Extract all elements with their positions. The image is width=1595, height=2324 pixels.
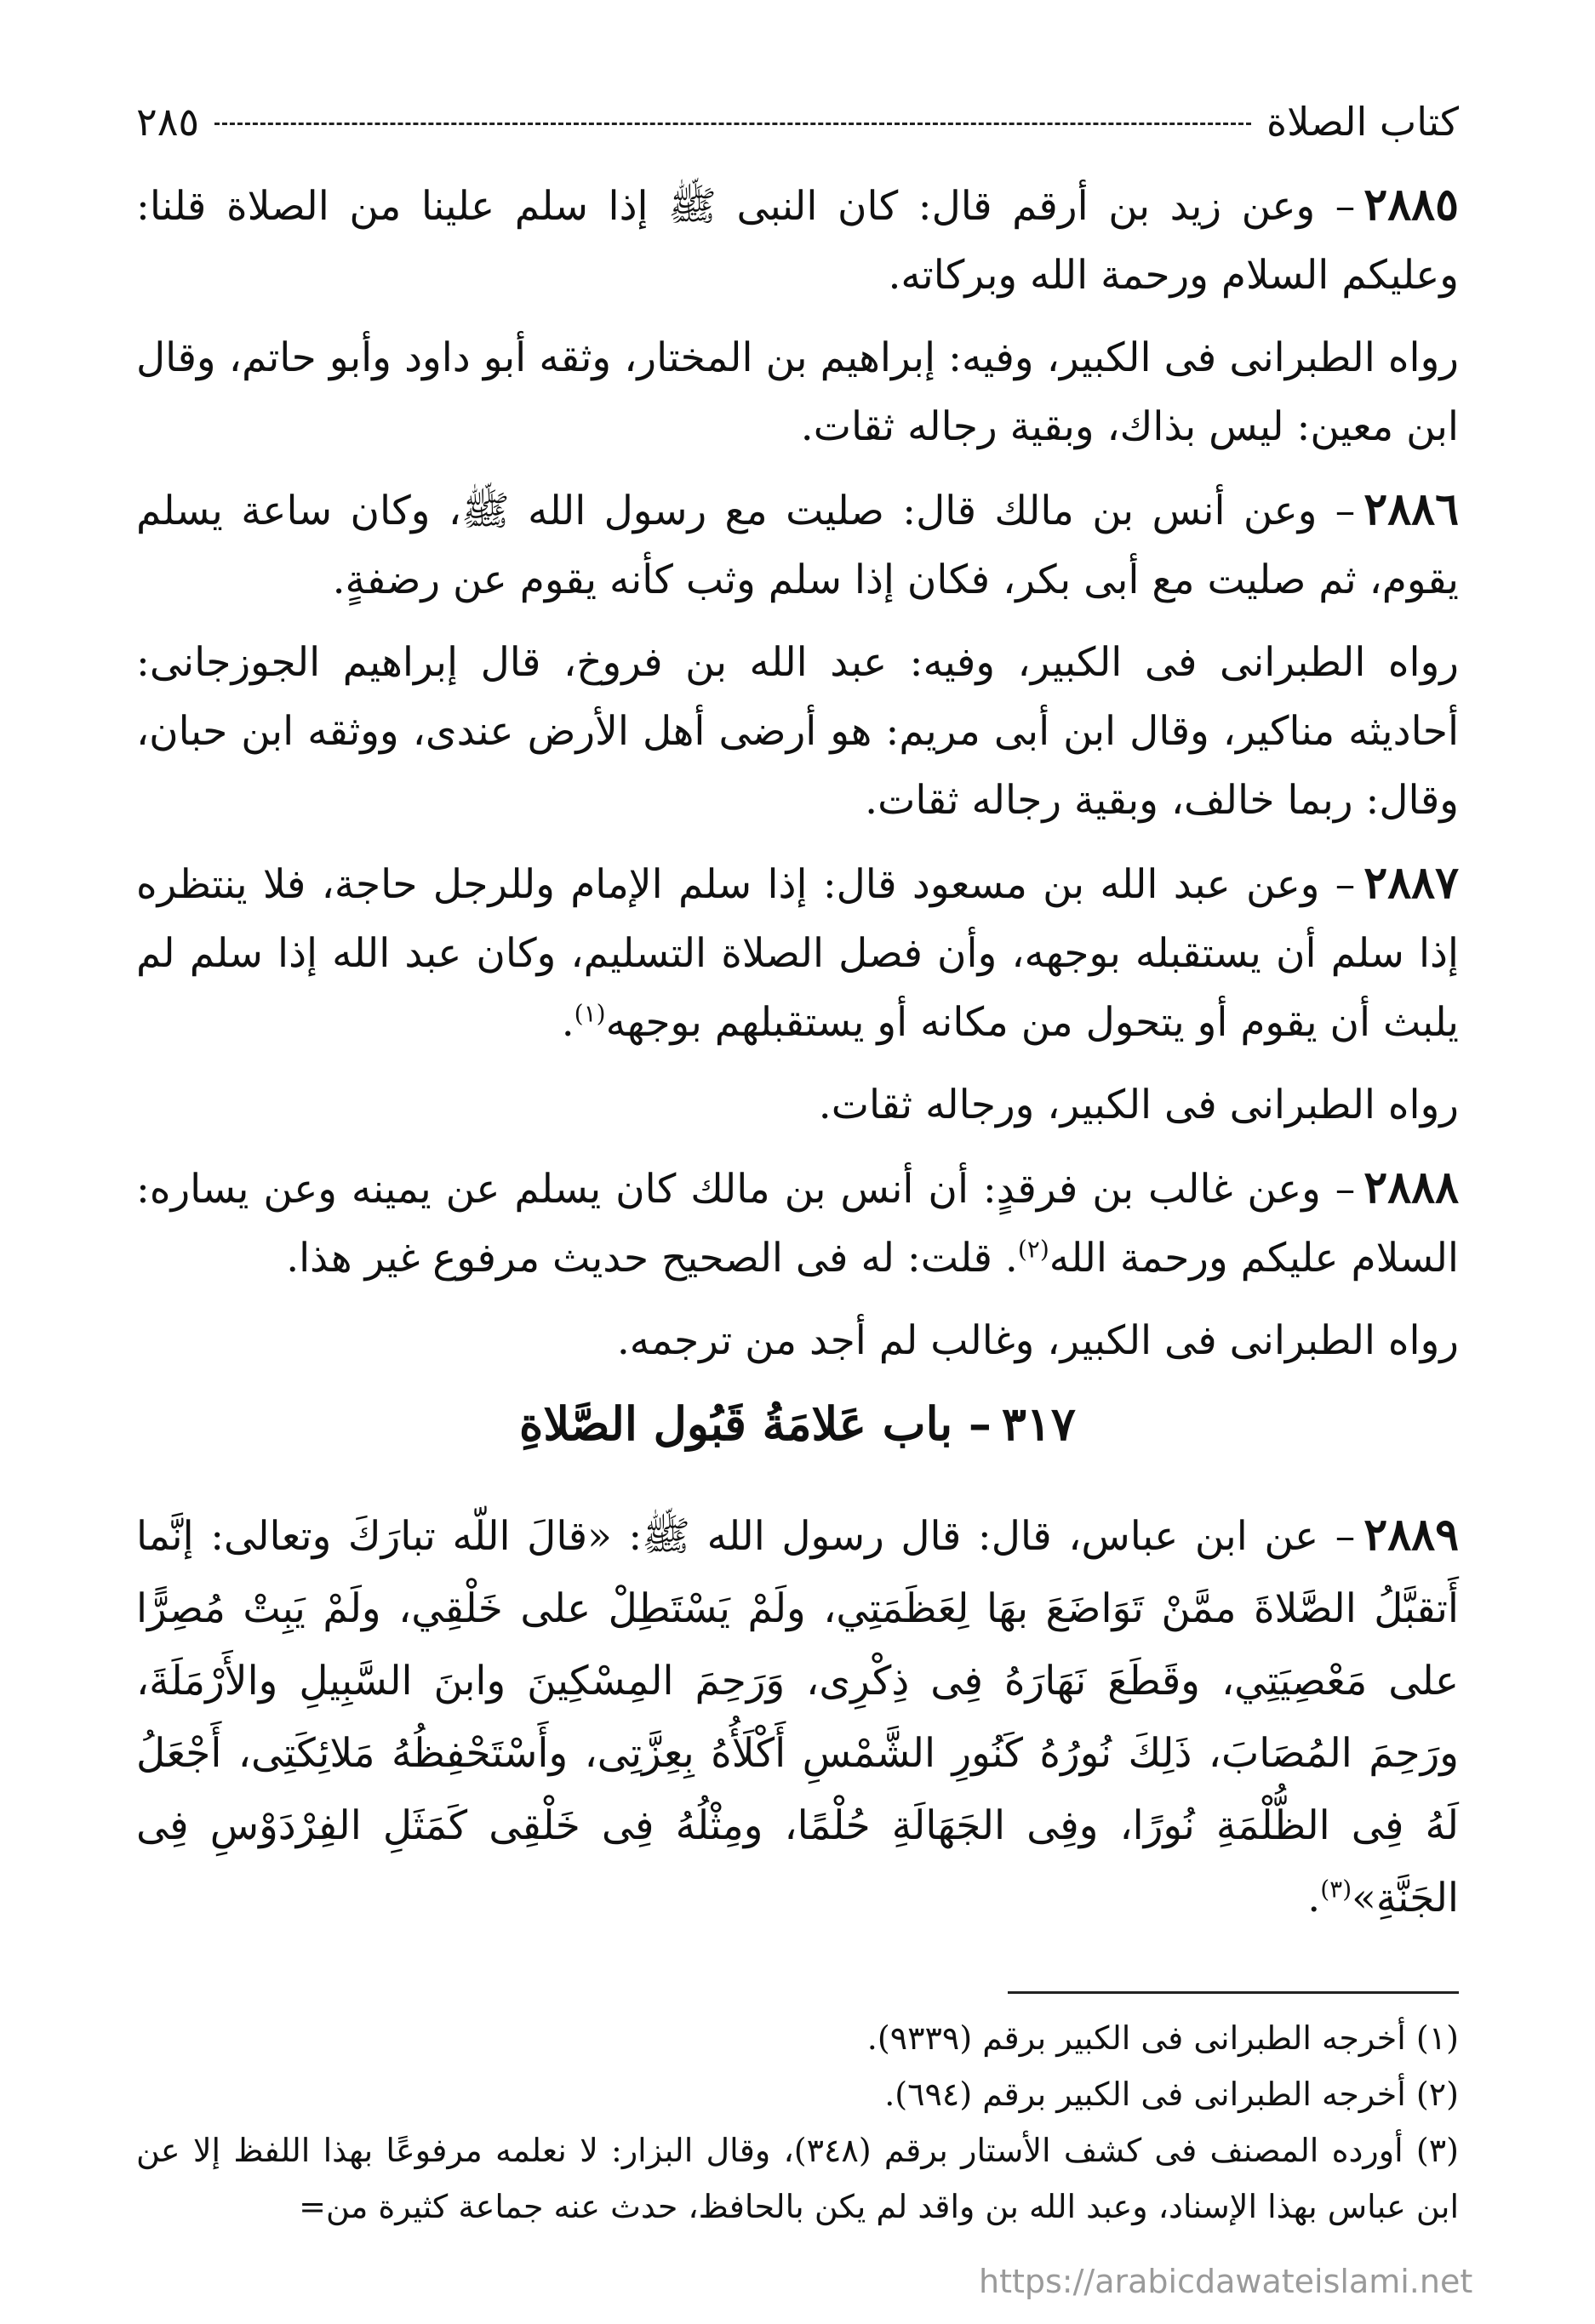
takhrij-2886: رواه الطبرانى فى الكبير، وفيه: عبد الله بن فروخ، قال إبراهيم الجوزجانى: أحاديثه مناكير، وقال ابن أبى مريم: هو أرضى أهل الأرض عندى، ووثقه ابن حبان، وقال: ربما خالف، وبقية رجاله ثقات.: [136, 639, 1459, 824]
hadith-text-end: .: [1307, 1875, 1321, 1921]
running-header: [136, 92, 1459, 151]
hadith-text: – وعن عبد الله بن مسعود قال: إذا سلم الإمام وللرجل حاجة، فلا ينتظره إذا سلم أن يستقبله بوجهه، وأن فصل الصلاة التسليم، وكان عبد الله إذا سلم لم يلبث أن يقوم أو يتحول من مكانه أو يستقبلهم بوجهه: [136, 861, 1459, 1046]
footnote-ref-1[interactable]: (١): [574, 999, 606, 1028]
watermark-url: https://arabicdawateislami.net: [979, 2263, 1473, 2300]
hadith-2887: [136, 848, 1459, 1057]
footnote-3: (٣) أورده المصنف فى كشف الأستار برقم (٣٤٨)، وقال البزار: لا نعلمه مرفوعًا بهذا اللفظ إلا عن ابن عباس بهذا الإسناد، وعبد الله بن واقد لم يكن بالحافظ، حدث عنه جماعة كثيرة من=: [136, 2132, 1459, 2225]
hadith-text: – عن ابن عباس، قال: قال رسول الله ﷺ: «قالَ اللّه تبارَكَ وتعالى: إنَّما أَتقبَّلُ الصَّلاةَ ممَّنْ تَوَاضَعَ بهَا لِعَظَمَتِي، ولَمْ يَسْتَطِلْ على خَلْقِي، ولَمْ يَبِتْ مُصِرًّا على مَعْصِيَتِي، وقَطَعَ نَهَارَهُ فِى ذِكْرِى، وَرَحِمَ المِسْكِينَ وابنَ السَّبِيلِ والأَرْمَلَةَ، ورَحِمَ المُصَابَ، ذَلِكَ نُورُهُ كَنُورِ الشَّمْسِ أَكْلَأُهُ بِعِزَّتِى، وأَسْتَحْفِظُهُ مَلائِكَتِى، أَجْعَلُ لَهُ فِى الظُّلْمَةِ نُورًا، وفِى الجَهَالَةِ حُلْمًا، ومِثْلُهُ فِى خَلْقِى كَمَثَلِ الفِرْدَوْسِ فِى الجَنَّةِ»: [136, 1513, 1459, 1921]
book-title: كتاب الصلاة: [1266, 99, 1459, 145]
hadith-2886: [136, 475, 1459, 614]
takhrij-2885: رواه الطبرانى فى الكبير، وفيه: إبراهيم بن المختار، وثقه أبو داود وأبو حاتم، وقال ابن معين: ليس بذاك، وبقية رجاله ثقات.: [136, 334, 1459, 450]
hadith-text: – وعن أنس بن مالك قال: صليت مع رسول الله ﷺ، وكان ساعة يسلم يقوم، ثم صليت مع أبى بكر، فكان إذا سلم وثب كأنه يقوم عن رضفةٍ.: [136, 488, 1459, 603]
hadith-number: ٢٨٨٦: [1363, 483, 1459, 535]
hadith-number: ٢٨٨٥: [1363, 179, 1459, 231]
page-number: ٢٨٥: [136, 99, 200, 145]
chapter-title: – باب عَلامَةُ قَبُول الصَّلاةِ: [519, 1396, 992, 1451]
chapter-heading: [136, 1389, 1459, 1459]
footnote-2: (٢) أخرجه الطبرانى فى الكبير برقم (٦٩٤).: [884, 2076, 1459, 2113]
hadith-number: ٢٨٨٩: [1363, 1509, 1459, 1561]
hadith-number: ٢٨٨٨: [1363, 1162, 1459, 1213]
footnote-separator: [1008, 1991, 1459, 1994]
footnote-ref-3[interactable]: (٣): [1320, 1875, 1352, 1904]
hadith-text: – وعن غالب بن فرقدٍ: أن أنس بن مالك كان يسلم عن يمينه وعن يساره: السلام عليكم ورحمة الله: [136, 1166, 1459, 1282]
takhrij-2887: رواه الطبرانى فى الكبير، ورجاله ثقات.: [818, 1082, 1459, 1128]
hadith-2888: [136, 1153, 1459, 1293]
footnote-ref-2[interactable]: (٢): [1017, 1235, 1049, 1264]
footnote-1: (١) أخرجه الطبرانى فى الكبير برقم (٩٣٣٩).: [866, 2019, 1459, 2057]
hadith-number: ٢٨٨٧: [1363, 857, 1459, 909]
hadith-2885: [136, 170, 1459, 310]
main-text: [136, 170, 1459, 1974]
hadith-text-end: .: [561, 999, 575, 1046]
hadith-text: – وعن زيد بن أرقم قال: كان النبى ﷺ إذا سلم علينا من الصلاة قلنا: وعليكم السلام ورحمة الله وبركاته.: [136, 183, 1459, 299]
hadith-2889: [136, 1499, 1459, 1934]
takhrij-2888: رواه الطبرانى فى الكبير، وغالب لم أجد من ترجمه.: [616, 1317, 1459, 1364]
footnotes: [136, 2010, 1459, 2235]
hadith-text-end: . قلت: له فى الصحيح حديث مرفوع غير هذا.: [286, 1235, 1018, 1282]
chapter-number: ٣١٧: [1001, 1396, 1076, 1451]
header-rule: [214, 123, 1251, 125]
